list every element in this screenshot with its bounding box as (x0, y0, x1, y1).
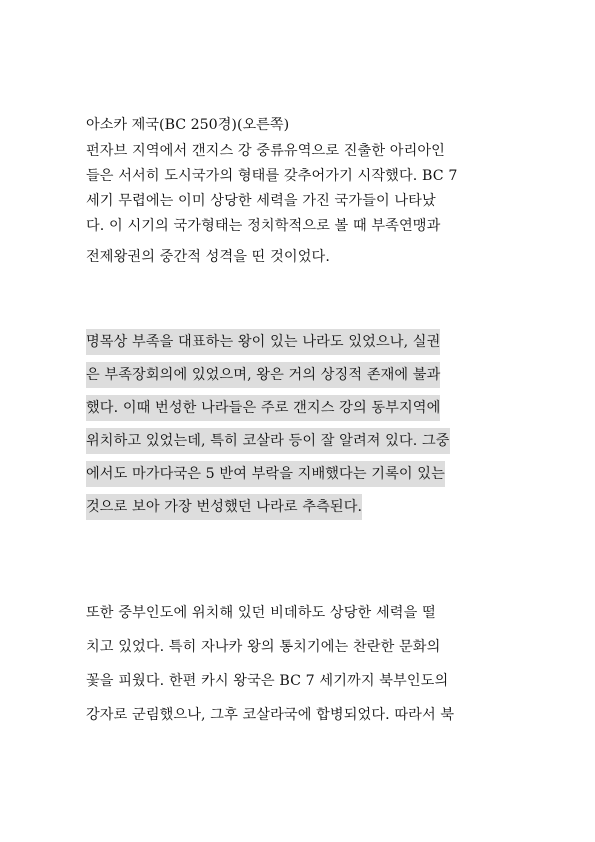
paragraph-line: 들은 서서히 도시국가의 형태를 갖추어가기 시작했다. BC 7 (86, 168, 458, 184)
paragraph-line: 전제왕권의 중간적 성격을 띤 것이었다. (86, 249, 330, 265)
paragraph-line: 치고 있었다. 특히 자나카 왕의 통치기에는 찬란한 문화의 (86, 639, 441, 655)
paragraph-line: 다. 이 시기의 국가형태는 정치학적으로 볼 때 부족연맹과 (86, 218, 441, 234)
highlighted-line: 했다. 이때 번성한 나라들은 주로 갠지스 강의 동부지역에 (86, 395, 440, 421)
paragraph-1 (86, 139, 511, 270)
paragraph-3 (86, 598, 511, 734)
highlighted-line: 에서도 마가다국은 5 반여 부락을 지배했다는 기록이 있는 (86, 461, 445, 487)
paragraph-line: 꽃을 피웠다. 한편 카시 왕국은 BC 7 세기까지 북부인도의 (86, 673, 449, 689)
document-heading: 아소카 제국(BC 250경)(오른쪽) (86, 117, 290, 133)
paragraph-line: 펀자브 지역에서 갠지스 강 중류유역으로 진출한 아리아인 (86, 143, 445, 159)
highlighted-line: 것으로 보아 가장 번성했던 나라로 추측된다. (86, 494, 362, 520)
paragraph-line: 또한 중부인도에 위치해 있던 비데하도 상당한 세력을 떨 (86, 605, 436, 621)
highlighted-line: 명목상 부족을 대표하는 왕이 있는 나라도 있었으나, 실권 (86, 329, 440, 355)
paragraph-line: 강자로 군림했으나, 그후 코살라국에 합병되었다. 따라서 북 (86, 707, 455, 723)
paragraph-2-highlighted (86, 327, 511, 525)
highlighted-line: 은 부족장회의에 있었으며, 왕은 거의 상징적 존재에 불과 (86, 362, 440, 388)
highlighted-line: 위치하고 있었는데, 특히 코살라 등이 잘 알려져 있다. 그중 (86, 428, 450, 454)
paragraph-line: 세기 무렵에는 이미 상당한 세력을 가진 국가들이 나타났 (86, 193, 436, 209)
